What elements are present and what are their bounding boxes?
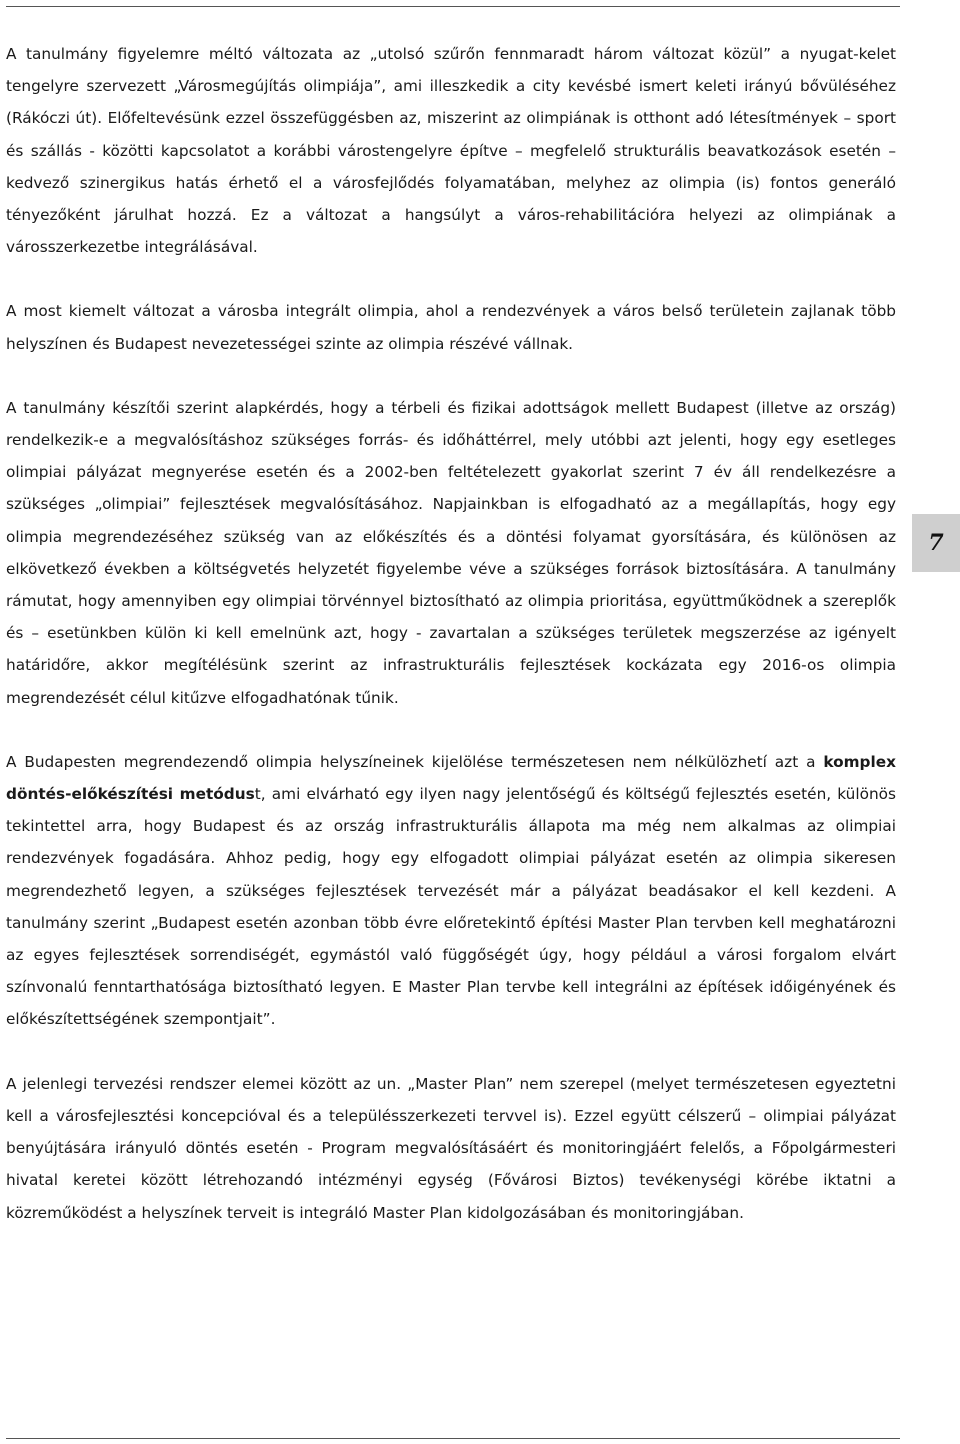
page-number-tab	[912, 514, 960, 572]
paragraph-4-lead: A Budapesten megrendezendő olimpia helyszíneinek kijelölése természetesen nem nélkülözhetí azt a	[6, 752, 824, 771]
paragraph-4	[6, 746, 896, 1036]
footer-rule	[6, 1438, 900, 1439]
paragraph-1: A tanulmány figyelemre méltó változata az „utolsó szűrőn fennmaradt három változat közül” a nyugat-kelet tengelyre szervezett „Városmegújítás olimpiája”, ami illeszkedik a city kevésbé ismert keleti irányú bővüléséhez (Rákóczi út). Előfeltevésünk ezzel összefüggésben az, miszerint az olimpiának is otthont adó létesítmények – sport és szállás - közötti kapcsolatot a korábbi várostengelyre építve – megfelelő strukturális beavatkozások esetén – kedvező szinergikus hatás érhető el a városfejlődés folyamatában, melyhez az olimpia (is) fontos generáló tényezőként járulhat hozzá. Ez a változat a hangsúlyt a város-rehabilitációra helyezi az olimpiának a városszerkezetbe integrálásával.	[6, 45, 896, 257]
paragraph-4-emphasis: komplex döntés-előkészítési metódus	[6, 752, 896, 804]
paragraph-2: A most kiemelt változat a városba integrált olimpia, ahol a rendezvények a város belső területein zajlanak több helyszínen és Budapest nevezetességei szinte az olimpia részévé vállnak.	[6, 302, 896, 353]
paragraph-4-rest: t, ami elvárható egy ilyen nagy jelentőségű és költségű fejlesztés esetén, különös tekintettel arra, hogy Budapest és az ország infrastrukturális állapota ma még nem alkalmas az olimpiai rendezvények fogadására. Ahhoz pedig, hogy egy elfogadott olimpiai pályázat esetén az olimpia sikeresen megrendezhető legyen, a szükséges fejlesztések tervezését már a pályázat beadásakor el kell kezdeni. A tanulmány szerint „Budapest esetén azonban több évre előretekintő építési Master Plan tervben kell meghatározni az egyes fejlesztések sorrendiségét, egymástól való függőségét úgy, hogy például a városi forgalom elvárt színvonalú fenntarthatósága biztosítható legyen. E Master Plan tervbe kell integrálni az építések időigényének és előkészítettségének szempontjait”.	[6, 785, 897, 1029]
header-rule	[6, 6, 900, 7]
document-body	[6, 38, 896, 1229]
page-number: 7	[928, 530, 944, 556]
paragraph-3: A tanulmány készítői szerint alapkérdés, hogy a térbeli és fizikai adottságok mellett Budapest (illetve az ország) rendelkezik-e a megvalósításhoz szükséges forrás- és időháttérrel, mely utóbbi azt jelenti, hogy egy esetleges olimpiai pályázat megnyerése esetén és a 2002-ben feltételezett gyakorlat szerint 7 év áll rendelkezésre a szükséges „olimpiai” fejlesztések megvalósításához. Napjainkban is elfogadható az a megállapítás, hogy egy olimpia megrendezéséhez szükség van az előkészítés és a döntési folyamat gyorsítására, és különösen az elkövetkező években a költségvetés helyzetét figyelembe véve a szükséges források biztosítására. A tanulmány rámutat, hogy amennyiben egy olimpiai törvénnyel biztosítható az olimpia prioritása, együttműködnek a szereplők és – esetünkben külön ki kell emelnünk azt, hogy - zavartalan a szükséges területek megszerzése az igényelt határidőre, akkor megítélésünk szerint az infrastrukturális fejlesztések kockázata egy 2016-os olimpia megrendezését célul kitűzve elfogadhatónak tűnik.	[6, 398, 896, 707]
paragraph-5: A jelenlegi tervezési rendszer elemei között az un. „Master Plan” nem szerepel (melyet természetesen egyeztetni kell a városfejlesztési koncepcióval és a településszerkezeti tervvel is). Ezzel együtt célszerű – olimpiai pályázat benyújtására irányuló döntés esetén - Program megvalósításáért és monitoringjáért felelős, a Főpolgármesteri hivatal keretei között létrehozandó intézményi egység (Fővárosi Biztos) tevékenységi körébe iktatni a közreműködést a helyszínek terveit is integráló Master Plan kidolgozásában és monitoringjában.	[6, 1074, 896, 1222]
